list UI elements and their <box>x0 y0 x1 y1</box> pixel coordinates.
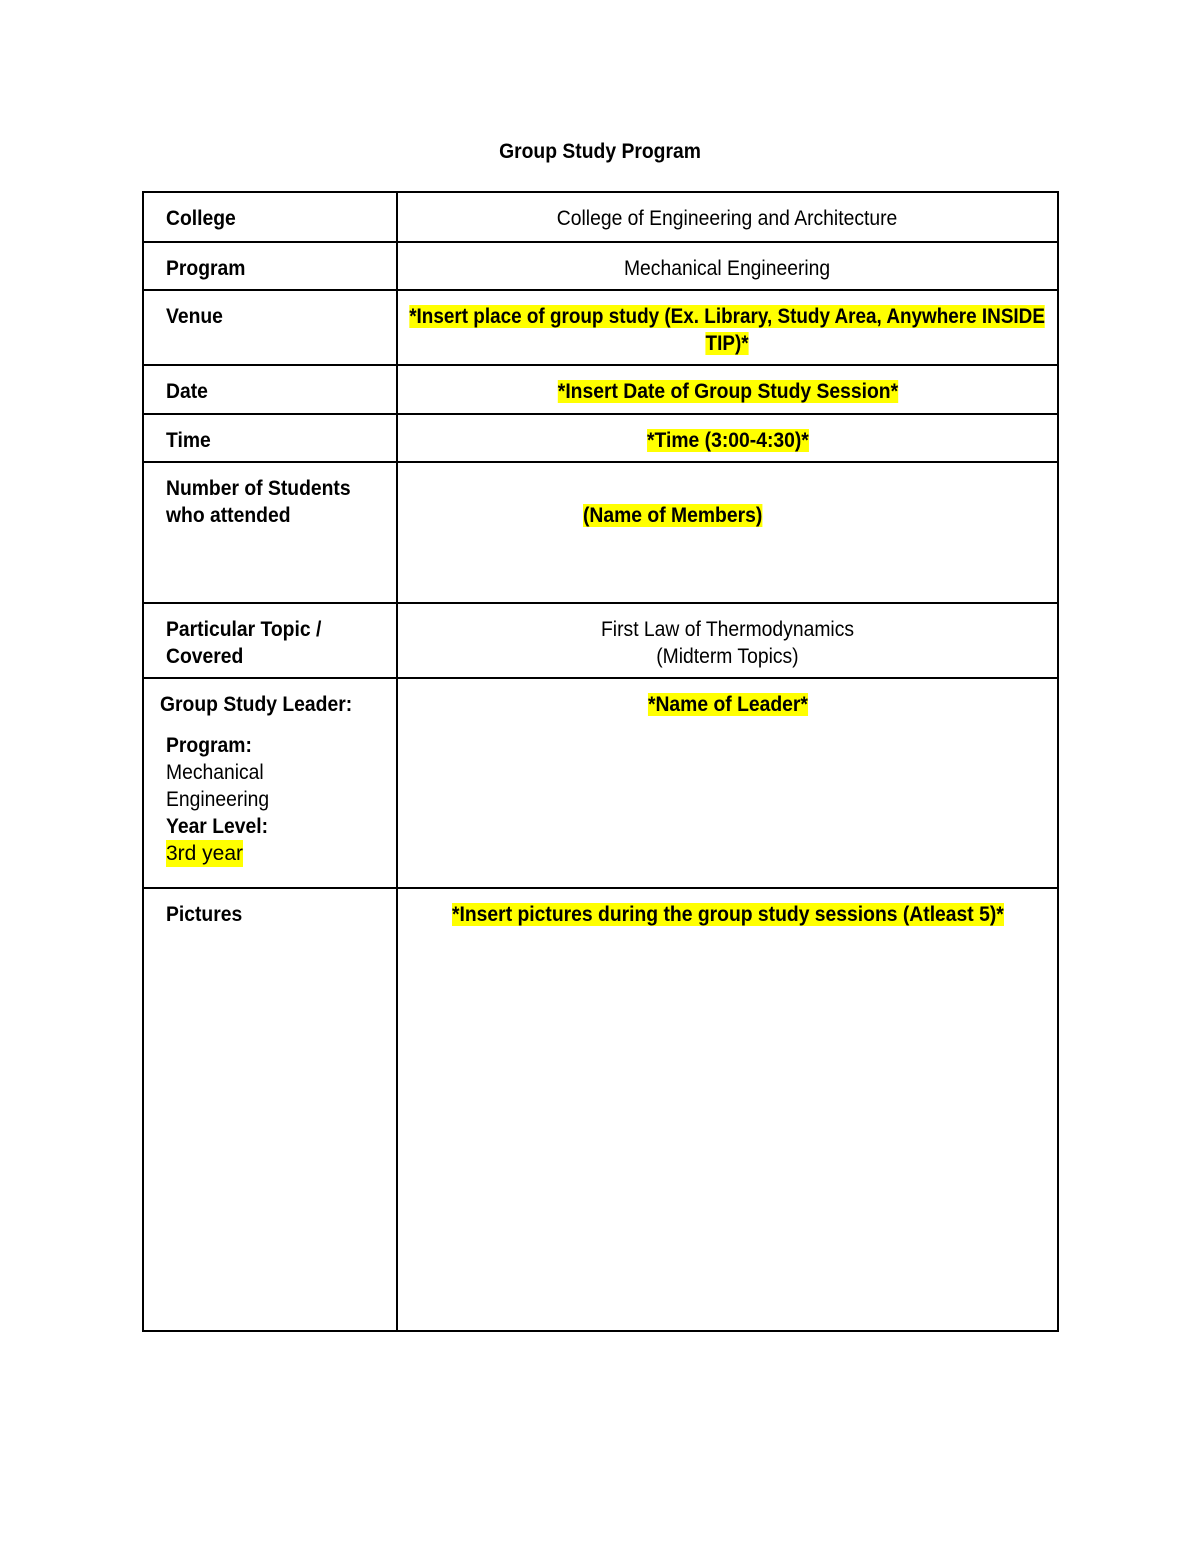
value-college[interactable] <box>397 192 1058 242</box>
row-time <box>143 414 1058 462</box>
label-leader-text: Group Study Leader: <box>160 693 353 716</box>
label-students <box>143 462 397 603</box>
value-date[interactable] <box>397 365 1058 414</box>
page-title: Group Study Program <box>499 140 701 163</box>
row-venue <box>143 290 1058 365</box>
value-students[interactable] <box>397 462 1058 603</box>
label-students-line1: Number of Students <box>166 477 351 500</box>
value-time[interactable] <box>397 414 1058 462</box>
value-venue-text: *Insert place of group study (Ex. Library, Study Area, Anywhere INSIDE TIP)* <box>409 305 1046 355</box>
row-program <box>143 242 1058 290</box>
row-date <box>143 365 1058 414</box>
leader-details <box>160 732 390 867</box>
label-program <box>143 242 397 290</box>
label-college <box>143 192 397 242</box>
value-pictures[interactable] <box>397 888 1058 1331</box>
label-topic <box>143 603 397 678</box>
value-topic-line1: First Law of Thermodynamics <box>600 618 855 641</box>
row-leader <box>143 678 1058 888</box>
label-leader <box>143 678 397 888</box>
value-program-text: Mechanical Engineering <box>624 257 831 280</box>
label-topic-line2: Covered <box>166 645 244 668</box>
value-time-text: *Time (3:00-4:30)* <box>646 429 809 452</box>
label-topic-line1: Particular Topic / <box>166 618 322 641</box>
value-venue[interactable] <box>397 290 1058 365</box>
value-program[interactable] <box>397 242 1058 290</box>
leader-program-line1: Mechanical <box>166 761 264 784</box>
label-pictures-text: Pictures <box>166 903 243 926</box>
row-topic <box>143 603 1058 678</box>
value-leader-text: *Name of Leader* <box>647 693 808 716</box>
label-college-text: College <box>166 207 236 230</box>
label-pictures <box>143 888 397 1331</box>
value-leader[interactable] <box>397 678 1058 888</box>
label-venue-text: Venue <box>166 305 223 328</box>
value-date-text: *Insert Date of Group Study Session* <box>557 380 898 403</box>
value-students-text: (Name of Members) <box>583 504 763 527</box>
leader-program-key: Program: <box>166 734 252 757</box>
label-venue <box>143 290 397 365</box>
label-program-text: Program <box>166 257 246 280</box>
label-time <box>143 414 397 462</box>
label-students-line2: who attended <box>166 504 291 527</box>
group-study-form <box>142 191 1059 1332</box>
value-college-text: College of Engineering and Architecture <box>557 207 898 230</box>
leader-year-key: Year Level: <box>166 815 269 838</box>
value-pictures-text: *Insert pictures during the group study sessions (Atleast 5)* <box>451 903 1004 926</box>
value-topic[interactable] <box>397 603 1058 678</box>
row-students <box>143 462 1058 603</box>
label-date-text: Date <box>166 380 208 403</box>
leader-year-value: 3rd year <box>166 842 244 865</box>
row-pictures <box>143 888 1058 1331</box>
row-college <box>143 192 1058 242</box>
leader-program-line2: Engineering <box>166 788 270 811</box>
value-topic-line2: (Midterm Topics) <box>656 645 799 668</box>
label-date <box>143 365 397 414</box>
label-time-text: Time <box>166 429 211 452</box>
